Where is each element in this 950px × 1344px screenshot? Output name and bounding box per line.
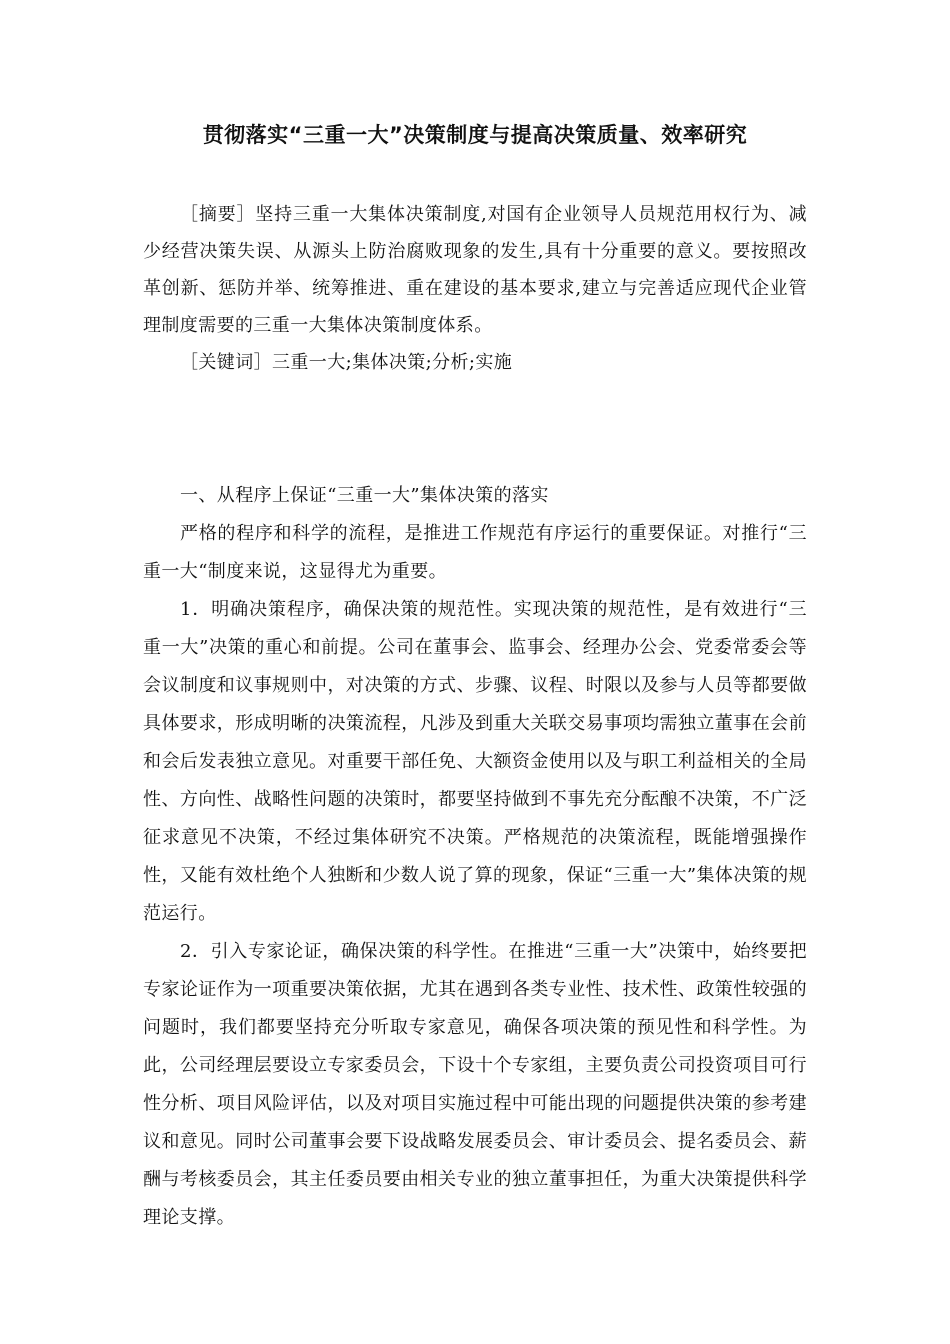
body-paragraph: 严格的程序和科学的流程，是推进工作规范有序运行的重要保证。对推行“三重一大“制度来说，这显得尤为重要。	[143, 523, 807, 582]
section-heading: 一、从程序上保证“三重一大”集体决策的落实	[180, 485, 549, 506]
body-paragraph: 2．引入专家论证，确保决策的科学性。在推进“三重一大”决策中，始终要把专家论证作为一项重要决策依据，尤其在遇到各类专业性、技术性、政策性较强的问题时，我们都要坚持充分听取专家意见，确保各项决策的预见性和科学性。为此，公司经理层要设立专家委员会，下设十个专家组，主要负责公司投资项目可行性分析、项目风险评估，以及对项目实施过程中可能出现的问题提供决策的参考建议和意见。同时公司董事会要下设战略发展委员会、审计委员会、提名委员会、薪酬与考核委员会，其主任委员要由相关专业的独立董事担任，为重大决策提供科学理论支撑。	[143, 941, 807, 1228]
document-title: 贯彻落实“三重一大”决策制度与提高决策质量、效率研究	[202, 123, 748, 147]
abstract-section	[143, 196, 807, 381]
body-paragraph: 1．明确决策程序，确保决策的规范性。实现决策的规范性，是有效进行“三重一大”决策的重心和前提。公司在董事会、监事会、经理办公会、党委常委会等会议制度和议事规则中，对决策的方式、步骤、议程、时限以及参与人员等都要做具体要求，形成明晰的决策流程，凡涉及到重大关联交易事项均需独立董事在会前和会后发表独立意见。对重要干部任免、大额资金使用以及与职工利益相关的全局性、方向性、战略性问题的决策时，都要坚持做到不事先充分酝酿不决策，不广泛征求意见不决策，不经过集体研究不决策。严格规范的决策流程，既能增强操作性，又能有效杜绝个人独断和少数人说了算的现象，保证“三重一大”集体决策的规范运行。	[143, 599, 807, 924]
keywords-paragraph: ［关键词］三重一大;集体决策;分析;实施	[180, 352, 513, 373]
body-section	[143, 477, 807, 1237]
abstract-paragraph: ［摘要］坚持三重一大集体决策制度,对国有企业领导人员规范用权行为、减少经营决策失误、从源头上防治腐败现象的发生,具有十分重要的意义。要按照改革创新、惩防并举、统筹推进、重在建设的基本要求,建立与完善适应现代企业管理制度需要的三重一大集体决策制度体系。	[143, 204, 807, 336]
